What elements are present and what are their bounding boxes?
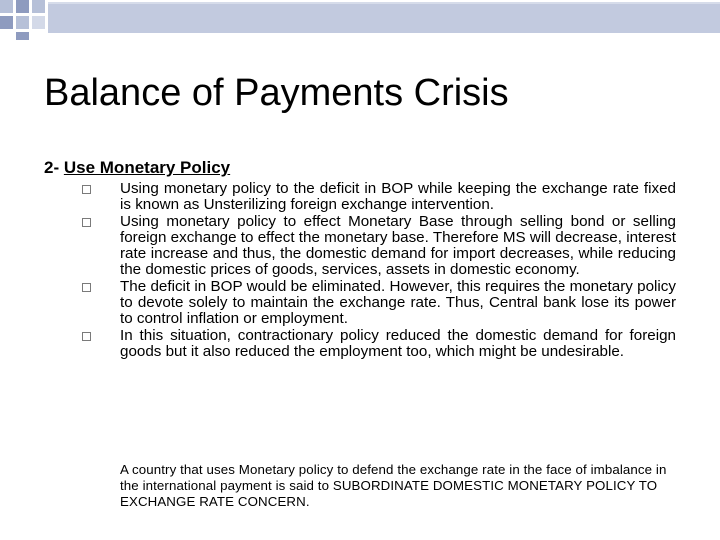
deco-square-7 [16,32,29,40]
section-number: 2- [44,158,60,177]
deco-square-4 [0,16,13,29]
deco-square-3 [32,0,45,13]
deco-square-6 [32,16,45,29]
summary-note: A country that uses Monetary policy to defend the exchange rate in the face of imbalance in the international payment is said to SUBORDINATE DOMESTIC MONETARY POLICY TO EXCHANGE RATE CONCERN. [120,462,667,509]
section-heading [44,158,230,178]
deco-square-1 [0,0,13,13]
deco-square-2 [16,0,29,13]
deco-bar-edge [48,2,720,4]
bullet-list [82,181,676,360]
bullet-text: Using monetary policy to the deficit in BOP while keeping the exchange rate fixed is known as Unsterilizing foreign exchange intervention. [120,180,676,214]
bullet-text: Using monetary policy to effect Monetary Base through selling bond or selling foreign exchange to effect the monetary base. Therefore MS will decrease, interest rate increase and thus, the domestic demand for import decreases, while reducing the domestic prices of goods, services, assets in domestic economy. [120,212,676,279]
checkbox-bullet-icon [82,218,91,227]
bullet-text: In this situation, contractionary policy reduced the domestic demand for foreign goods but it also reduced the employment too, which might be undesirable. [120,326,676,360]
deco-square-5 [16,16,29,29]
checkbox-bullet-icon [82,283,91,292]
bullet-item [82,279,676,328]
deco-bar [48,2,720,33]
header-decoration [0,0,720,40]
bullet-text: The deficit in BOP would be eliminated. However, this requires the monetary policy to devote solely to maintain the exchange rate. Thus, Central bank lose its power to control inflation or employment. [120,277,676,328]
bullet-item [82,214,676,279]
section-label: Use Monetary Policy [63,158,231,177]
bullet-item [82,328,676,361]
slide-title: Balance of Payments Crisis [44,72,509,114]
bullet-item [82,181,676,214]
checkbox-bullet-icon [82,185,91,194]
checkbox-bullet-icon [82,332,91,341]
